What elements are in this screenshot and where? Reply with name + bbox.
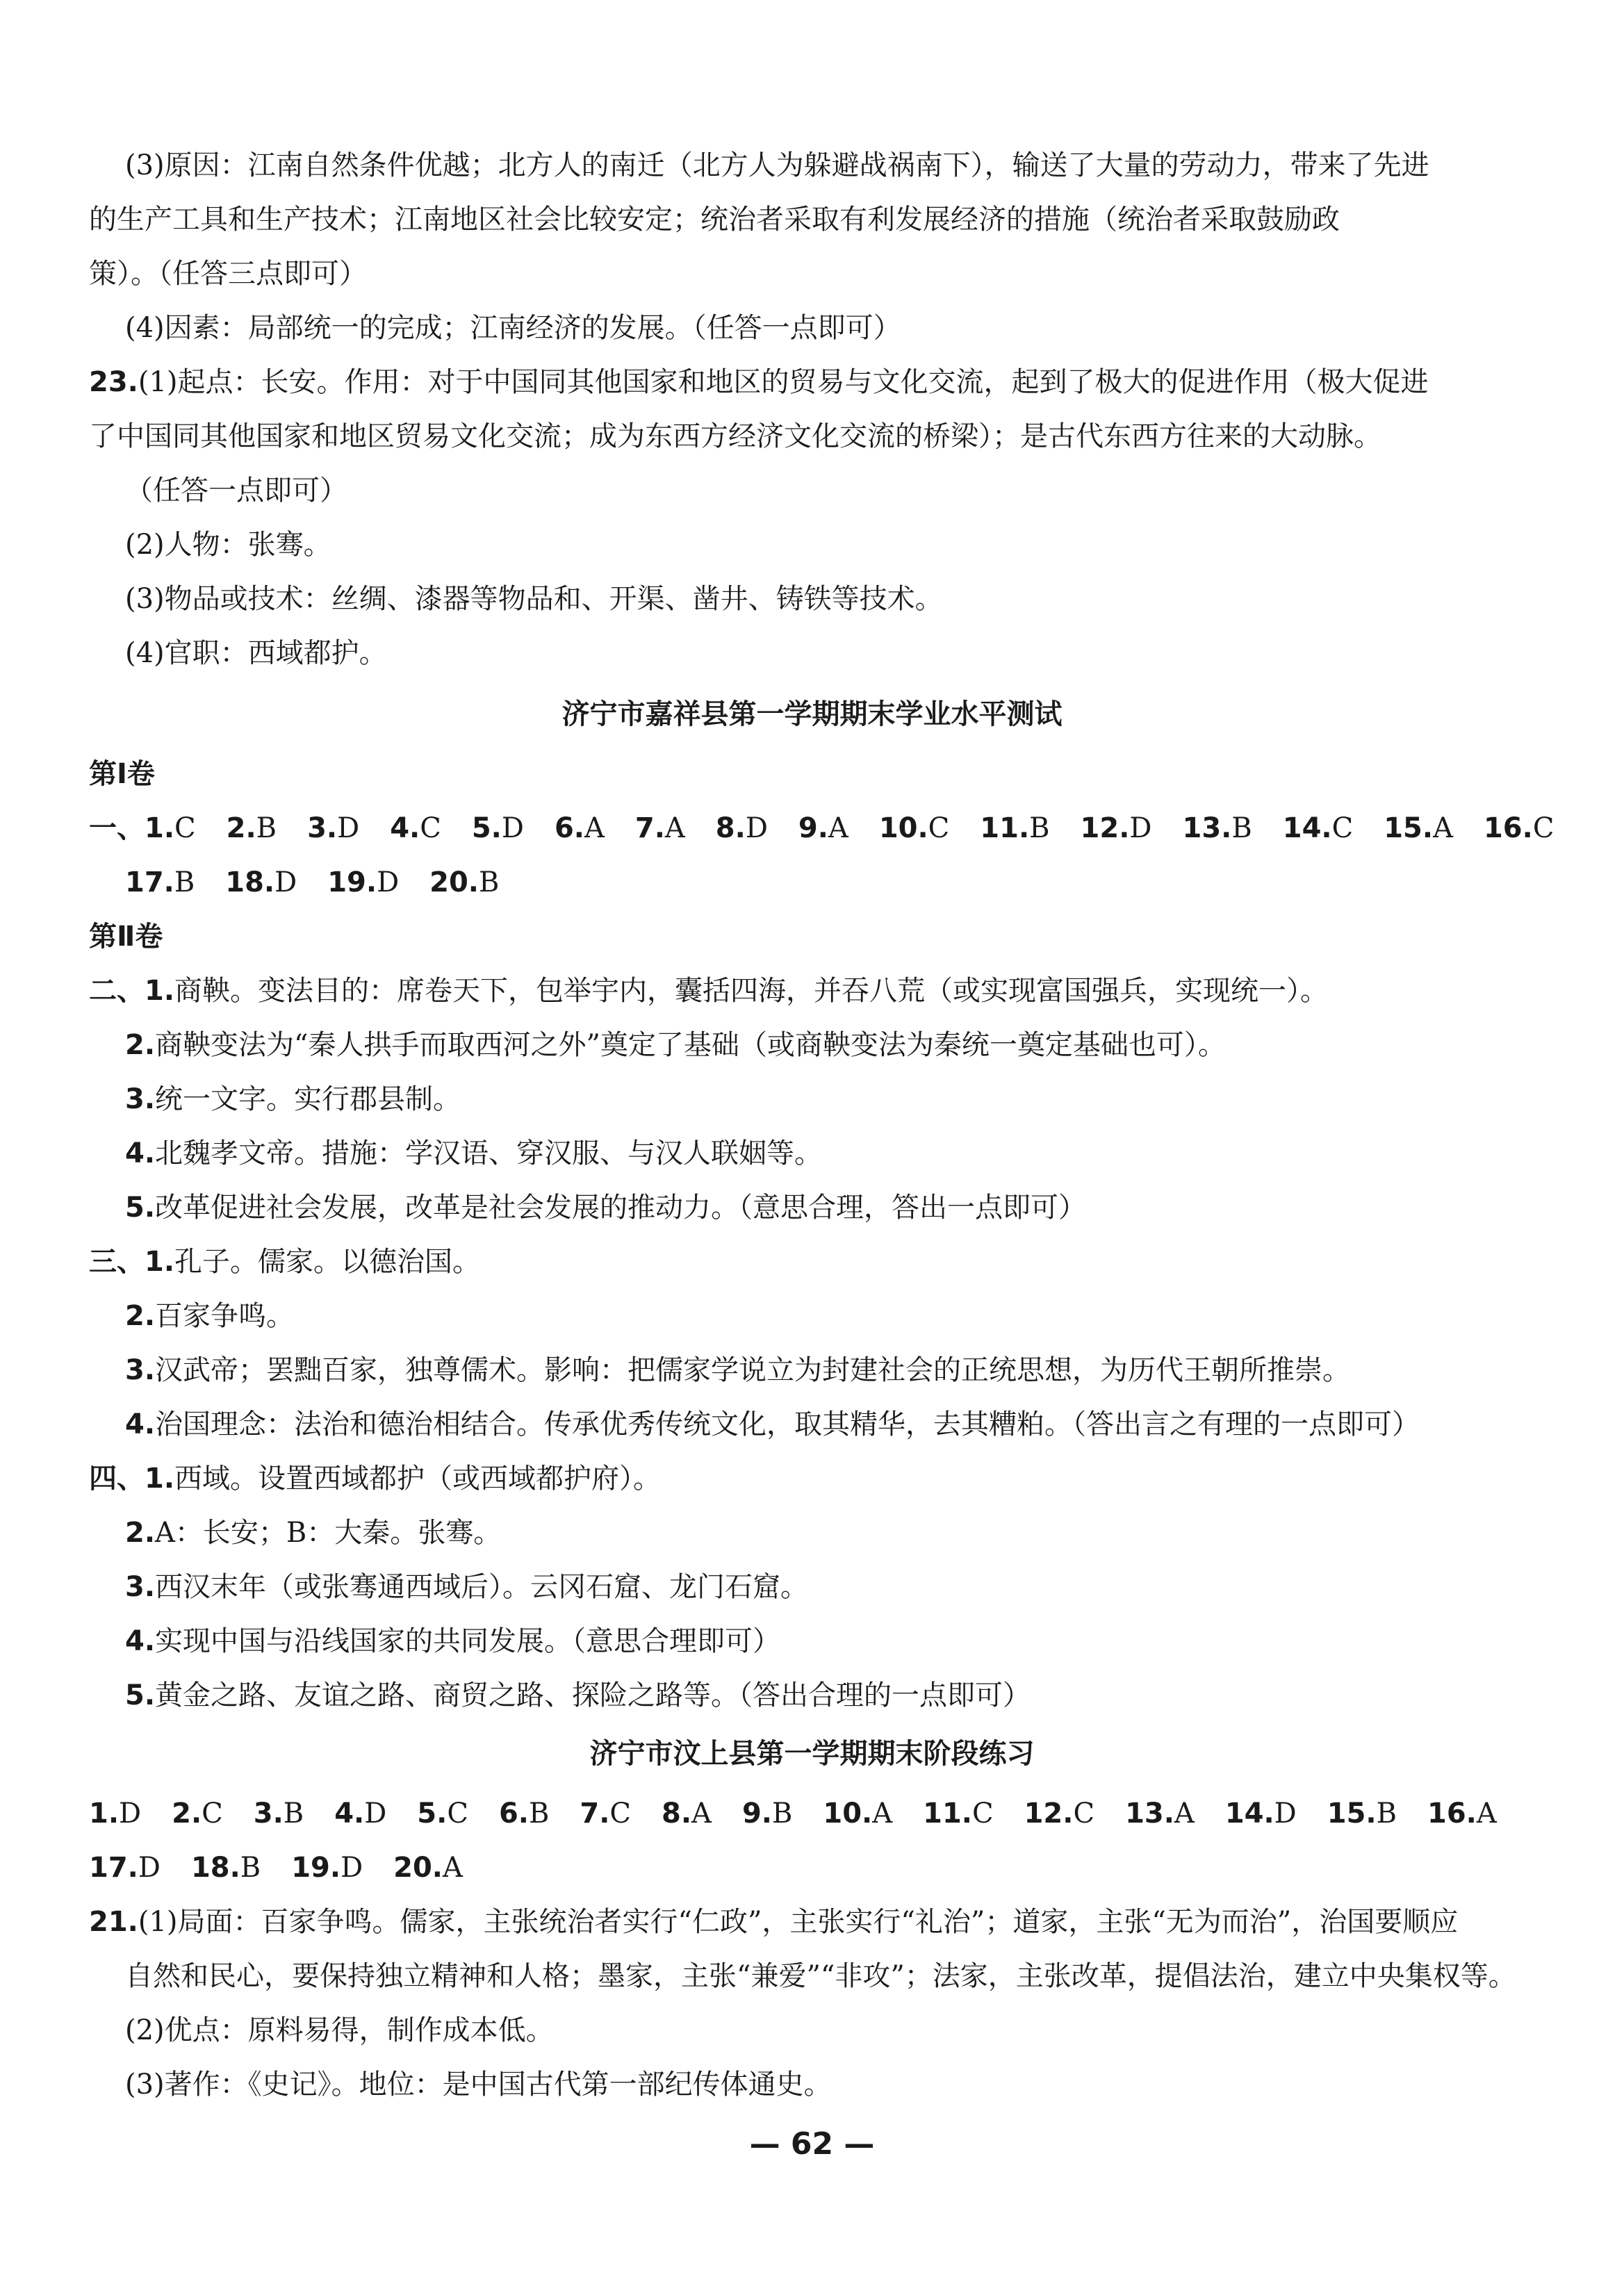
question-number: 23. — [89, 366, 138, 398]
item-number: 15. — [1327, 1798, 1377, 1830]
answer-text: 黄金之路、友谊之路、商贸之路、探险之路等。（答出合理的一点即可） — [155, 1679, 1031, 1711]
mc-answer — [1081, 810, 1152, 846]
item-number: 17. — [125, 866, 174, 898]
answer-letter: D — [501, 812, 524, 844]
text-line: (2)人物：张骞。 — [125, 529, 331, 561]
answer-letter: B — [771, 1798, 793, 1830]
item-number: 20. — [393, 1852, 443, 1884]
answer-letter: C — [202, 1798, 223, 1830]
text-line: (4)因素：局部统一的完成；江南经济的发展。（任答一点即可） — [125, 312, 901, 344]
mc-answer — [89, 1795, 141, 1832]
answer-letter: B — [1029, 812, 1050, 844]
answer-line — [125, 1081, 461, 1117]
answer-text: A：长安；B：大秦。张骞。 — [155, 1517, 502, 1549]
answer-letter: C — [420, 812, 441, 844]
item-number: 4. — [125, 1137, 156, 1169]
item-number: 1. — [145, 1463, 175, 1495]
answer-text: 实现中国与沿线国家的共同发展。（意思合理即可） — [155, 1625, 781, 1657]
item-number: 1. — [89, 1798, 120, 1830]
item-number: 6. — [554, 812, 584, 844]
item-number: 1. — [145, 1246, 175, 1278]
mc-answer — [327, 864, 399, 901]
text-line: (3)物品或技术：丝绸、漆器等物品和、开渠、凿井、铸铁等技术。 — [125, 583, 943, 615]
mc-answer — [662, 1795, 712, 1832]
answer-letter: B — [1376, 1798, 1397, 1830]
mc-answer — [172, 1795, 223, 1832]
mc-answer — [417, 1795, 468, 1832]
item-number: 10. — [878, 812, 928, 844]
answer-line — [125, 1406, 1420, 1443]
page-number: — 62 — — [749, 2126, 875, 2162]
mc-answer — [742, 1795, 792, 1832]
answer-letter: A — [872, 1798, 893, 1830]
item-number: 14. — [1224, 1798, 1274, 1830]
mc-answer — [145, 810, 196, 846]
text: (1)起点：长安。作用：对于中国同其他国家和地区的贸易与文化交流，起到了极大的促进作用（极大促进 — [138, 366, 1429, 398]
text: (1)局面：百家争鸣。儒家，主张统治者实行“仁政”，主张实行“礼治”；道家，主张“无为而治”，治国要顺应 — [138, 1906, 1459, 1938]
answer-letter: B — [479, 866, 500, 898]
mc-answer — [1024, 1795, 1094, 1832]
answer-letter: B — [1231, 812, 1252, 844]
item-number: 15. — [1384, 812, 1434, 844]
mc-answers-row — [89, 1850, 493, 1886]
item-number: 11. — [980, 812, 1030, 844]
item-number: 2. — [125, 1029, 156, 1061]
item-number: 18. — [225, 866, 275, 898]
section-prefix: 三、 — [89, 1246, 145, 1278]
item-number: 3. — [307, 812, 338, 844]
mc-answer — [798, 810, 848, 846]
item-number: 13. — [1182, 812, 1232, 844]
item-number: 5. — [471, 812, 502, 844]
item-number: 11. — [923, 1798, 972, 1830]
item-number: 14. — [1282, 812, 1332, 844]
answer-line — [125, 1135, 822, 1172]
answer-letter: C — [1073, 1798, 1095, 1830]
answer-text: 西域。设置西域都护（或西域都护府）。 — [174, 1463, 662, 1495]
answer-text: 统一文字。实行郡县制。 — [155, 1083, 461, 1115]
item-number: 12. — [1080, 812, 1130, 844]
answer-letter: D — [337, 812, 360, 844]
answer-letter: A — [1174, 1798, 1195, 1830]
item-number: 1. — [145, 975, 175, 1007]
answer-text: 商鞅变法为“秦人拱手而取西河之外”奠定了基础（或商鞅变法为秦统一奠定基础也可）。 — [155, 1029, 1226, 1061]
section-title: 济宁市嘉祥县第一学期期末学业水平测试 — [561, 698, 1063, 730]
item-number: 19. — [291, 1852, 341, 1884]
mc-answers-row — [89, 810, 1584, 846]
item-number: 3. — [125, 1354, 156, 1386]
answer-letter: A — [584, 812, 605, 844]
text-line: 的生产工具和生产技术；江南地区社会比较安定；统治者采取有利发展经济的措施（统治者采取鼓励政 — [89, 204, 1340, 236]
mc-answer — [823, 1795, 892, 1832]
item-number: 1. — [145, 812, 175, 844]
answer-letter: A — [1433, 812, 1453, 844]
answer-line — [125, 1623, 780, 1659]
answer-letter: A — [828, 812, 848, 844]
mc-answer — [307, 810, 359, 846]
item-number: 2. — [125, 1300, 156, 1332]
mc-answer — [191, 1850, 261, 1886]
mc-answer — [1125, 1795, 1195, 1832]
mc-answer — [254, 1795, 304, 1832]
text-line: 了中国同其他国家和地区贸易文化交流；成为东西方经济文化交流的桥梁）；是古代东西方往来的大动脉。 — [89, 420, 1381, 452]
mc-answer — [635, 810, 685, 846]
text-line: 策）。（任答三点即可） — [89, 258, 367, 290]
question-number: 21. — [89, 1906, 138, 1938]
item-number: 2. — [226, 812, 256, 844]
q23-line — [89, 364, 1429, 400]
mc-answer — [1225, 1795, 1297, 1832]
item-number: 4. — [125, 1625, 156, 1657]
answer-line — [89, 973, 1328, 1009]
mc-answer — [472, 810, 524, 846]
mc-answer — [1384, 810, 1453, 846]
item-number: 8. — [662, 1798, 692, 1830]
answer-letter: C — [1331, 812, 1354, 844]
answer-letter: A — [443, 1852, 463, 1884]
volume-label: 第Ⅰ卷 — [89, 758, 155, 790]
answer-text: 商鞅。变法目的：席卷天下，包举宇内，囊括四海，并吞八荒（或实现富国强兵，实现统一）。 — [174, 975, 1329, 1007]
item-number: 5. — [125, 1192, 156, 1224]
mc-answers-row — [125, 864, 530, 901]
mc-answer — [980, 810, 1049, 846]
q21-line — [89, 1904, 1458, 1940]
item-number: 4. — [125, 1408, 156, 1440]
item-number: 6. — [498, 1798, 529, 1830]
mc-answers-row — [89, 1795, 1527, 1832]
answer-letter: A — [1476, 1798, 1497, 1830]
item-number: 4. — [334, 1798, 365, 1830]
item-number: 8. — [715, 812, 746, 844]
mc-answer — [334, 1795, 386, 1832]
mc-answer — [1182, 810, 1252, 846]
item-number: 3. — [125, 1571, 156, 1603]
answer-text: 西汉末年（或张骞通西域后）。云冈石窟、龙门石窟。 — [155, 1571, 809, 1603]
answer-letter: C — [1532, 812, 1555, 844]
answer-letter: B — [283, 1798, 304, 1830]
item-number: 4. — [390, 812, 420, 844]
mc-answer — [390, 810, 441, 846]
answer-line — [125, 1569, 808, 1605]
answer-line — [125, 1298, 294, 1334]
answer-letter: D — [745, 812, 768, 844]
answer-text: 治国理念：法治和德治相结合。传承优秀传统文化，取其精华，去其糟粕。（答出言之有理的一点即可） — [155, 1408, 1420, 1440]
text-line: 自然和民心，要保持独立精神和人格；墨家，主张“兼爱”“非攻”；法家，主张改革，提倡法治，建立中央集权等。 — [125, 1960, 1516, 1992]
answer-letter: D — [364, 1798, 387, 1830]
answer-line — [125, 1190, 1086, 1226]
text-line: (2)优点：原料易得，制作成本低。 — [125, 2014, 554, 2046]
answer-line — [125, 1677, 1031, 1713]
answer-line — [125, 1515, 501, 1551]
answer-letter: D — [274, 866, 297, 898]
text-line: (3)著作：《史记》。地位：是中国古代第一部纪传体通史。 — [125, 2069, 832, 2101]
mc-answer — [227, 810, 277, 846]
item-number: 2. — [125, 1517, 156, 1549]
answer-letter: A — [691, 1798, 712, 1830]
answer-line — [125, 1352, 1350, 1388]
answer-line — [89, 1461, 661, 1497]
item-number: 7. — [580, 1798, 610, 1830]
section-title: 济宁市汶上县第一学期期末阶段练习 — [589, 1738, 1035, 1770]
mc-answer — [429, 864, 499, 901]
mc-answer — [716, 810, 768, 846]
item-number: 18. — [190, 1852, 240, 1884]
mc-answer — [225, 864, 297, 901]
text-line: （任答一点即可） — [125, 475, 347, 507]
mc-answer — [1283, 810, 1353, 846]
answer-line — [125, 1027, 1226, 1063]
answer-letter: D — [138, 1852, 161, 1884]
answer-text: 改革促进社会发展，改革是社会发展的推动力。（意思合理，答出一点即可） — [155, 1192, 1087, 1224]
answer-letter: C — [928, 812, 950, 844]
mc-answer — [291, 1850, 363, 1886]
item-number: 3. — [125, 1083, 156, 1115]
item-number: 20. — [429, 866, 479, 898]
item-number: 2. — [172, 1798, 202, 1830]
answer-letter: D — [1129, 812, 1152, 844]
answer-text: 汉武帝；罢黜百家，独尊儒术。影响：把儒家学说立为封建社会的正统思想，为历代王朝所推崇。 — [155, 1354, 1351, 1386]
item-number: 19. — [327, 866, 377, 898]
mc-answer — [89, 1850, 161, 1886]
mc-answer — [879, 810, 949, 846]
item-number: 16. — [1427, 1798, 1477, 1830]
answer-letter: C — [174, 812, 196, 844]
mc-answer — [555, 810, 605, 846]
answer-text: 孔子。儒家。以德治国。 — [174, 1246, 481, 1278]
mc-answer — [1327, 1795, 1397, 1832]
answer-letter: C — [447, 1798, 468, 1830]
item-number: 5. — [125, 1679, 156, 1711]
text-line: (3)原因：江南自然条件优越；北方人的南迁（北方人为躲避战祸南下），输送了大量的劳动力，带来了先进 — [125, 149, 1429, 181]
answer-letter: A — [664, 812, 685, 844]
answer-letter: B — [528, 1798, 550, 1830]
mc-answer — [1427, 1795, 1497, 1832]
item-number: 3. — [253, 1798, 284, 1830]
answer-line — [89, 1244, 480, 1280]
answer-letter: D — [1274, 1798, 1297, 1830]
mc-answer — [125, 864, 195, 901]
item-number: 10. — [823, 1798, 873, 1830]
answer-letter: C — [971, 1798, 994, 1830]
item-number: 17. — [89, 1852, 138, 1884]
section-prefix: 二、 — [89, 975, 145, 1007]
answer-text: 北魏孝文帝。措施：学汉语、穿汉服、与汉人联姻等。 — [155, 1137, 823, 1169]
item-number: 9. — [741, 1798, 772, 1830]
answer-letter: C — [609, 1798, 632, 1830]
answer-text: 百家争鸣。 — [155, 1300, 295, 1332]
answer-letter: B — [240, 1852, 261, 1884]
item-number: 5. — [417, 1798, 448, 1830]
item-number: 7. — [634, 812, 665, 844]
answer-letter: D — [119, 1798, 142, 1830]
item-number: 9. — [798, 812, 828, 844]
mc-answer — [393, 1850, 463, 1886]
answer-letter: B — [174, 866, 195, 898]
mc-answer — [499, 1795, 549, 1832]
text-line: (4)官职：西域都护。 — [125, 637, 387, 669]
volume-label: 第Ⅱ卷 — [89, 921, 163, 953]
answer-letter: B — [256, 812, 277, 844]
item-number: 12. — [1024, 1798, 1074, 1830]
mc-answer — [923, 1795, 993, 1832]
mc-answer — [1484, 810, 1554, 846]
answer-letter: D — [377, 866, 400, 898]
answer-letter: D — [341, 1852, 363, 1884]
section-prefix: 四、 — [89, 1463, 145, 1495]
mc-answer — [580, 1795, 631, 1832]
section-prefix: 一、 — [89, 812, 145, 844]
item-number: 16. — [1483, 812, 1533, 844]
item-number: 13. — [1125, 1798, 1174, 1830]
